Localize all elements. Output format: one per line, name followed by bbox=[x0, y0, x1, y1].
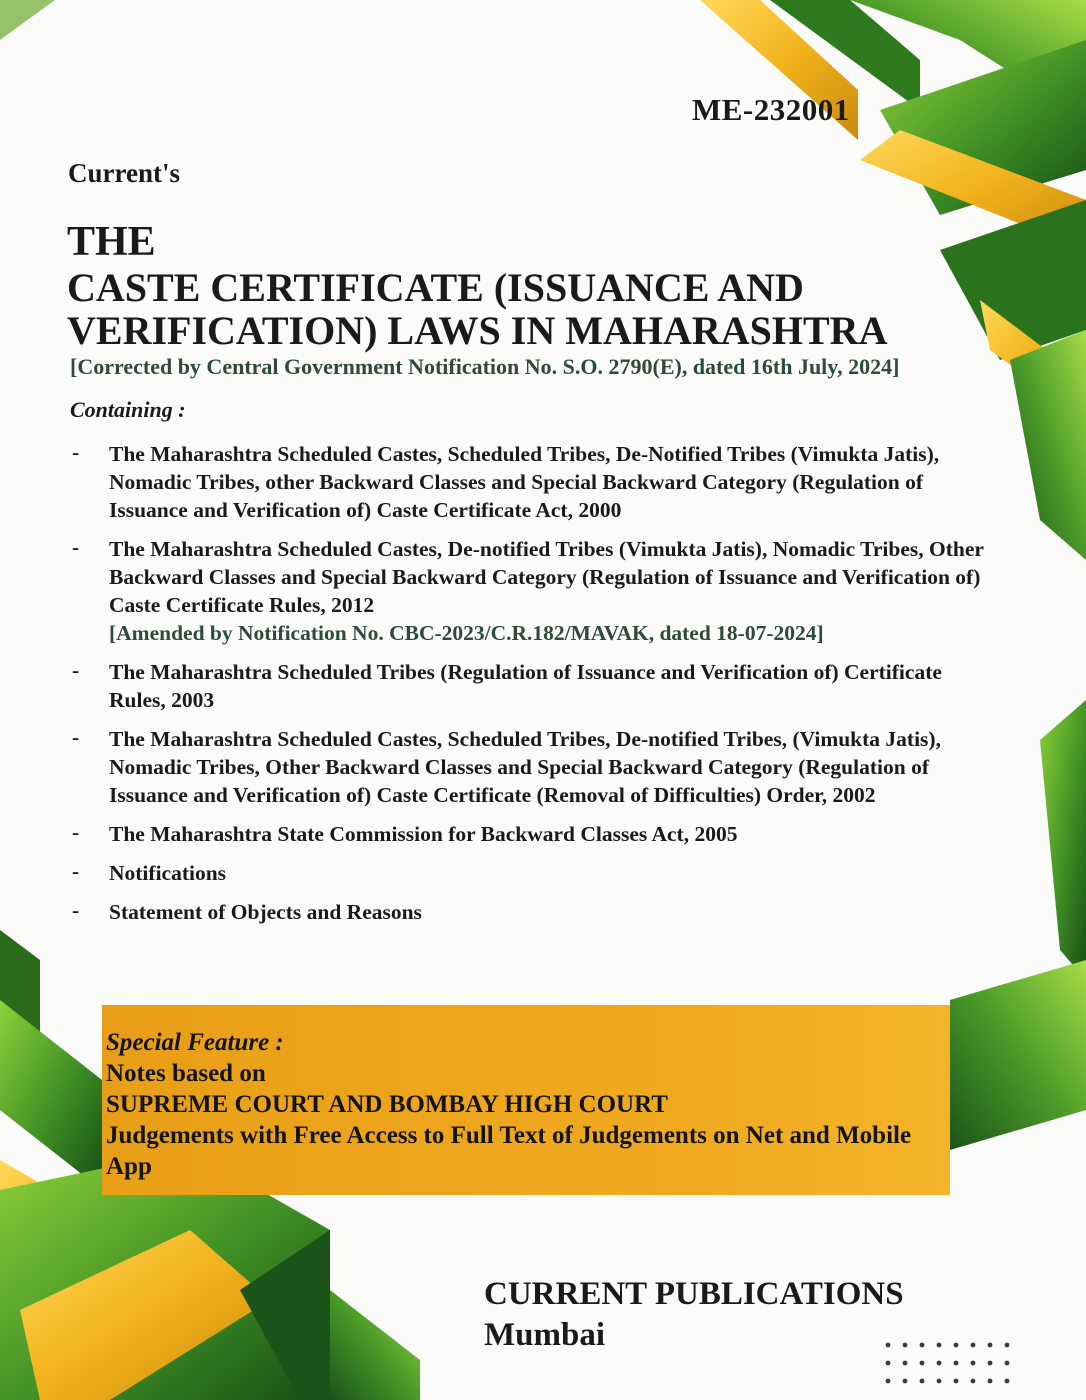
publisher-name: CURRENT PUBLICATIONS bbox=[484, 1276, 904, 1312]
special-feature-line-3: Judgements with Free Access to Full Text of Judgements on Net and Mobile App bbox=[106, 1122, 912, 1180]
dash-bullet: - bbox=[72, 820, 80, 844]
special-feature-line-2: SUPREME COURT AND BOMBAY HIGH COURT bbox=[106, 1091, 668, 1118]
special-feature-heading: Special Feature : bbox=[106, 1029, 284, 1056]
publisher-city: Mumbai bbox=[484, 1317, 606, 1353]
dash-bullet: - bbox=[72, 658, 80, 682]
list-item bbox=[72, 535, 1002, 647]
list-item bbox=[72, 440, 1002, 524]
book-code: ME-232001 bbox=[692, 92, 850, 127]
list-item bbox=[72, 658, 1002, 714]
list-item-text: The Maharashtra Scheduled Castes, Scheduled Tribes, De-notified Tribes, (Vimukta Jatis), Nomadic Tribes, Other Backward Classes and Special Backward Category (Regulation of Issuance and Verification of) Caste Certificate (Removal of Difficulties) Order, 2002 bbox=[109, 727, 941, 807]
list-item bbox=[72, 820, 1002, 848]
title-line-1: THE bbox=[67, 219, 156, 265]
dash-bullet: - bbox=[72, 859, 80, 883]
dash-bullet: - bbox=[72, 535, 80, 559]
amendment-note: [Amended by Notification No. CBC-2023/C.R.182/MAVAK, dated 18-07-2024] bbox=[109, 621, 824, 645]
list-item bbox=[72, 859, 1002, 887]
list-item-text: Notifications bbox=[109, 861, 227, 885]
special-feature-line-1: Notes based on bbox=[106, 1060, 266, 1087]
containing-label: Containing : bbox=[70, 397, 186, 422]
book-title: CASTE CERTIFICATE (ISSUANCE AND VERIFICATION) LAWS IN MAHARASHTRA bbox=[67, 265, 888, 353]
list-item-text: The Maharashtra Scheduled Castes, De-notified Tribes (Vimukta Jatis), Nomadic Tribes, Other Backward Classes and Special Backward Category (Regulation of Issuance and Verification of) Caste Certificate Rules, 2012 bbox=[109, 537, 984, 617]
publisher-brand: Current's bbox=[68, 158, 180, 188]
correction-note: [Corrected by Central Government Notification No. S.O. 2790(E), dated 16th July, 2024] bbox=[70, 354, 900, 379]
list-item-text: Statement of Objects and Reasons bbox=[109, 900, 422, 924]
special-feature-box bbox=[102, 1005, 950, 1195]
dash-bullet: - bbox=[72, 440, 80, 464]
dash-bullet: - bbox=[72, 725, 80, 749]
list-item-text: The Maharashtra Scheduled Castes, Scheduled Tribes, De-Notified Tribes (Vimukta Jatis), Nomadic Tribes, other Backward Classes and Special Backward Category (Regulation of Issuance and Verification of) Caste Certificate Act, 2000 bbox=[109, 442, 940, 522]
dash-bullet: - bbox=[72, 898, 80, 922]
list-item bbox=[72, 898, 1002, 926]
list-item-text: The Maharashtra Scheduled Tribes (Regulation of Issuance and Verification of) Certificate Rules, 2003 bbox=[109, 660, 942, 712]
list-item-text: The Maharashtra State Commission for Backward Classes Act, 2005 bbox=[109, 822, 738, 846]
list-item bbox=[72, 725, 1002, 809]
dot-pattern bbox=[886, 1343, 1010, 1384]
contents-list bbox=[72, 440, 1002, 937]
